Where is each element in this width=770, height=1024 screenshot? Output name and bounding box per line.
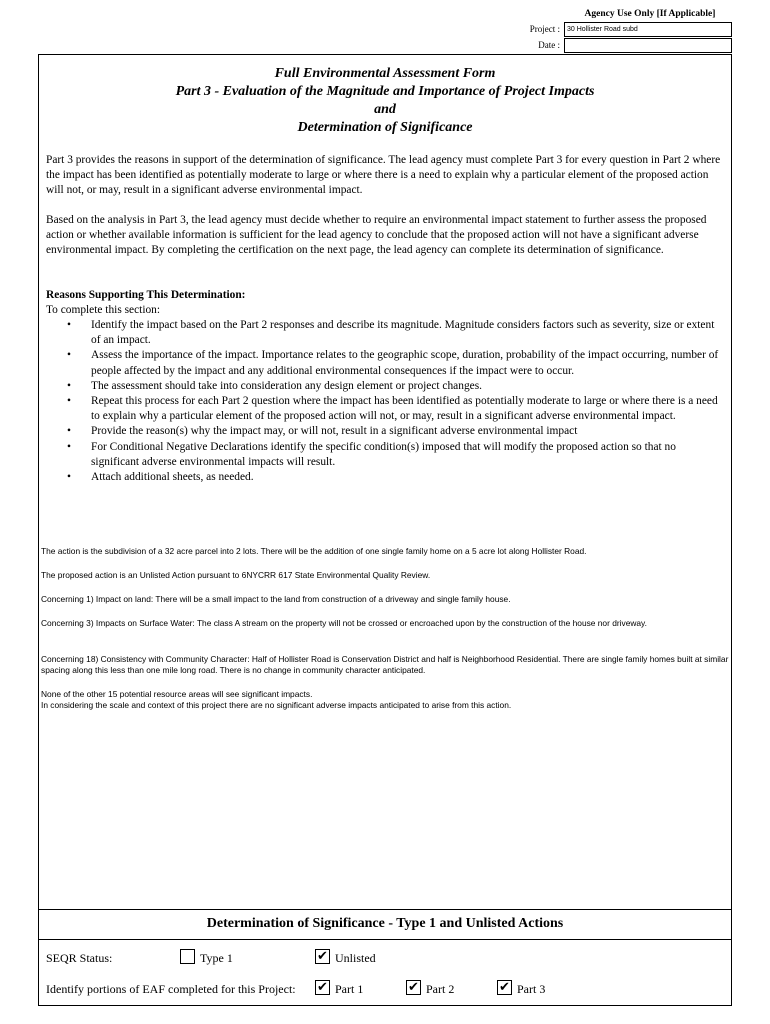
form-subtitle-determination: Determination of Significance (297, 120, 473, 135)
divider (39, 939, 731, 940)
bullet-text: The assessment should take into consideration any design element or project changes. (91, 379, 482, 392)
date-row (480, 37, 732, 53)
unlisted-checkbox[interactable]: ✔ (315, 949, 330, 964)
part1-label: Part 1 (335, 982, 364, 996)
intro-paragraph-2: Based on the analysis in Part 3, the lead agency must decide whether to require an environmental impact statement to further assess the proposed action or whether available information is sufficient for the lead agency to conclude that the proposed action will not have a significant adverse environmental impact. By completing the certification on the next page, the lead agency can complete its determination of significance. (46, 214, 707, 257)
bullet-icon: • (67, 471, 71, 484)
bullet-text: Assess the importance of the impact. Importance relates to the geographic scope, duration, probability of the impact occurring, number of people affected by the impact and any additional environmental consequences if the impact were to occur. (91, 349, 719, 377)
narrative-paragraph: The proposed action is an Unlisted Action pursuant to 6NYCRR 617 State Environmental Quality Review. (41, 570, 431, 580)
narrative-paragraph: Concerning 18) Consistency with Community Character: Half of Hollister Road is Conservation District and half is Neighborhood Residential. There are single family homes built at similar spacing along this less than one mile long road. There is no change in community character anticipated. (41, 654, 729, 675)
date-label: Date : (538, 40, 560, 50)
type1-checkbox[interactable] (180, 949, 195, 964)
bullet-text: Identify the impact based on the Part 2 responses and describe its magnitude. Magnitude considers factors such as severity, size or extent of an impact. (91, 319, 715, 347)
part1-checkbox[interactable]: ✔ (315, 980, 330, 995)
determination-title: Determination of Significance - Type 1 and Unlisted Actions (206, 916, 564, 931)
form-frame (38, 54, 732, 1006)
narrative-paragraph: Concerning 3) Impacts on Surface Water: The class A stream on the property will not be crossed or encroached upon by the construction of the house nor driveway. (41, 618, 647, 628)
bullet-text: Provide the reason(s) why the impact may, or will not, result in a significant adverse environmental impact (91, 425, 578, 438)
list-item (46, 379, 726, 394)
list-item (46, 440, 726, 470)
form-subtitle: Part 3 - Evaluation of the Magnitude and Importance of Project Impacts (175, 84, 595, 99)
reasons-subheading: To complete this section: (46, 304, 161, 316)
bullet-icon: • (67, 379, 71, 392)
bullet-icon: • (67, 395, 71, 408)
instruction-list (46, 318, 726, 485)
bullet-icon: • (67, 440, 71, 453)
bullet-icon: • (67, 425, 71, 438)
part2-label: Part 2 (426, 982, 455, 996)
form-subtitle-and: and (374, 102, 396, 117)
list-item (46, 318, 726, 348)
seqr-status-label: SEQR Status: (46, 951, 113, 965)
project-field[interactable]: 30 Hollister Road subd (564, 22, 732, 37)
part2-checkbox[interactable]: ✔ (406, 980, 421, 995)
intro-paragraph-1: Part 3 provides the reasons in support of the determination of significance. The lead agency must complete Part 3 for every question in Part 2 where the impact has been identified as potentially moderate to large or where there is a need to explain why a particular element of the proposed action will not, or may, result in a significant adverse environmental impact. (46, 154, 721, 197)
reasons-heading: Reasons Supporting This Determination: (46, 289, 246, 301)
project-row (480, 21, 732, 37)
narrative-paragraph: In considering the scale and context of this project there are no significant adverse impacts anticipated to arise from this action. (41, 700, 512, 710)
date-field[interactable] (564, 38, 732, 53)
list-item (46, 424, 726, 439)
divider (39, 909, 731, 910)
bullet-text: Attach additional sheets, as needed. (91, 471, 254, 484)
list-item (46, 394, 726, 424)
bullet-icon: • (67, 319, 71, 331)
narrative-paragraph: The action is the subdivision of a 32 acre parcel into 2 lots. There will be the addition of one single family home on a 5 acre lot along Hollister Road. (41, 546, 587, 556)
list-item (46, 470, 726, 485)
bullet-icon: • (67, 349, 71, 362)
narrative-paragraph: Concerning 1) Impact on land: There will be a small impact to the land from construction of a driveway and single family house. (41, 594, 511, 604)
project-label: Project : (529, 24, 560, 34)
form-title: Full Environmental Assessment Form (274, 66, 496, 81)
narrative-paragraph: None of the other 15 potential resource areas will see significant impacts. (41, 689, 313, 699)
type1-label: Type 1 (200, 951, 233, 965)
part3-label: Part 3 (517, 982, 546, 996)
bullet-text: Repeat this process for each Part 2 question where the impact has been identified as potentially moderate to large or where there is a need to explain why a particular element of the proposed action will not, or may, result in a significant adverse environmental impact. (91, 395, 718, 423)
eaf-portions-label: Identify portions of EAF completed for this Project: (46, 982, 296, 996)
unlisted-label: Unlisted (335, 951, 376, 965)
part3-checkbox[interactable]: ✔ (497, 980, 512, 995)
bullet-text: For Conditional Negative Declarations identify the specific condition(s) imposed that will modify the proposed action so that no significant adverse environmental impacts will result. (91, 440, 676, 468)
agency-use-title: Agency Use Only [If Applicable] (584, 9, 716, 19)
list-item (46, 348, 726, 378)
